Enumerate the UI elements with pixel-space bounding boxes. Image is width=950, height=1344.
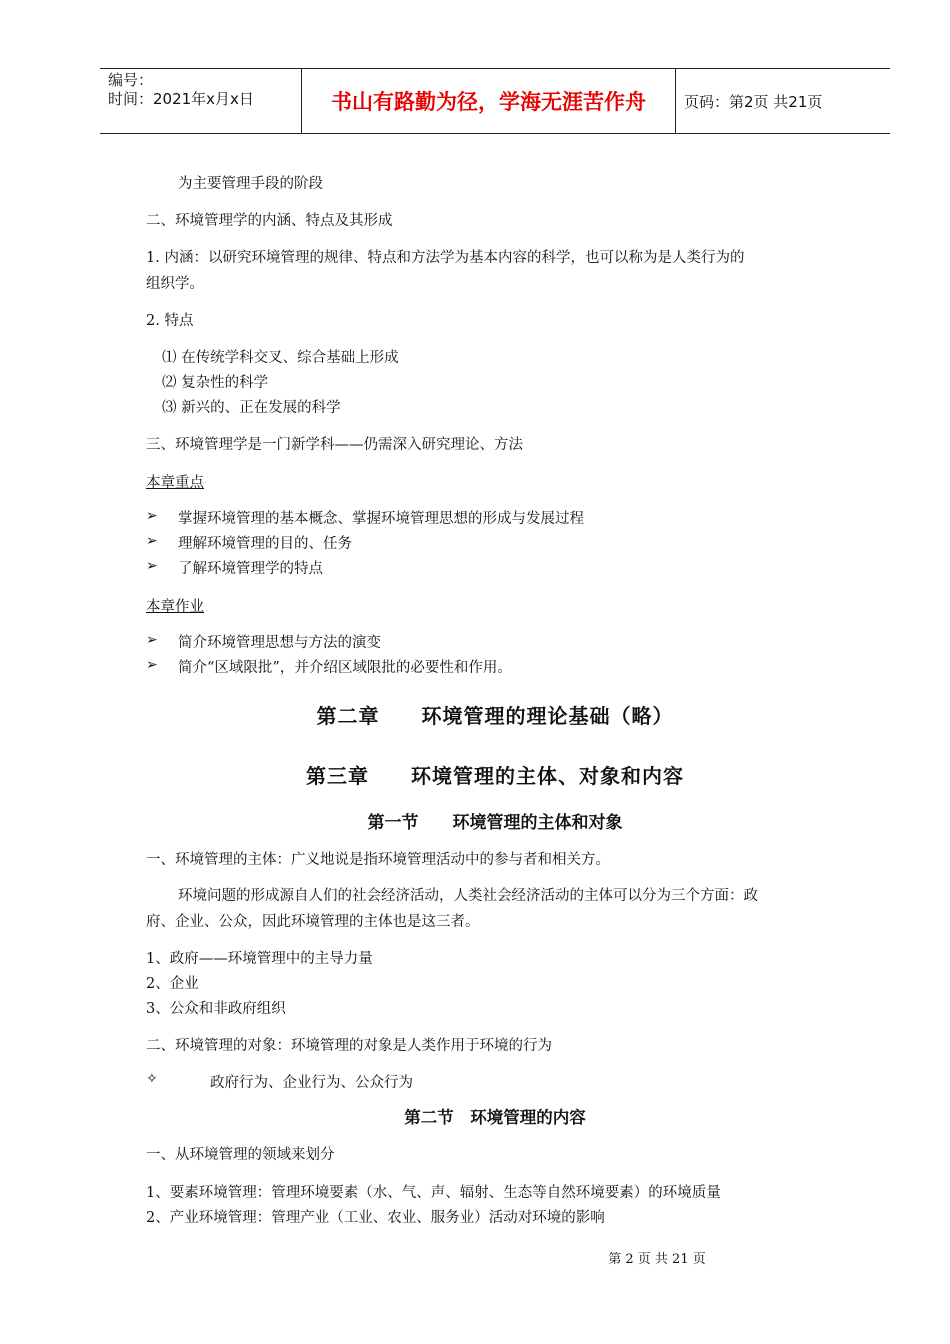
text-line: 环境问题的形成源自人们的社会经济活动，人类社会经济活动的主体可以分为三个方面：政: [178, 888, 758, 904]
text-line: 2. 特点: [146, 313, 194, 329]
header-page-info: 页码：第2页 共21页: [684, 92, 823, 111]
text-line: 1. 内涵：以研究环境管理的规律、特点和方法学为基本内容的科学，也可以称为是人类行为的: [146, 250, 745, 266]
list-item: 掌握环境管理的基本概念、掌握环境管理思想的形成与发展过程: [178, 511, 584, 527]
text-line: 为主要管理手段的阶段: [178, 176, 323, 192]
list-item: 理解环境管理的目的、任务: [178, 536, 352, 552]
focus-title: 本章重点: [146, 475, 204, 491]
list-item: 3、公众和非政府组织: [146, 1001, 286, 1017]
list-item: 简介“区域限批”，并介绍区域限批的必要性和作用。: [178, 660, 512, 676]
header-motto: 书山有路勤为径，学海无涯苦作舟: [302, 69, 676, 133]
list-item: 了解环境管理学的特点: [178, 561, 323, 577]
list-item: 2、企业: [146, 976, 199, 992]
time-label: 时间：2021年x月x日: [108, 90, 254, 108]
list-item: 政府行为、企业行为、公众行为: [210, 1075, 413, 1091]
list-item: 简介环境管理思想与方法的演变: [178, 635, 381, 651]
homework-title: 本章作业: [146, 599, 204, 615]
chapter-title: 第三章 环境管理的主体、对象和内容: [306, 764, 684, 788]
page-footer: 第 2 页 共 21 页: [608, 1252, 706, 1267]
diamond-bullet-icon: ✧: [146, 1071, 158, 1087]
arrow-bullet-icon: ➢: [146, 533, 158, 549]
section-title: 第二节 环境管理的内容: [404, 1108, 586, 1127]
arrow-bullet-icon: ➢: [146, 657, 158, 673]
header-meta: [100, 69, 302, 133]
page-header: [100, 68, 890, 134]
text-line: 一、从环境管理的领域来划分: [146, 1147, 335, 1163]
text-line: 府、企业、公众，因此环境管理的主体也是这三者。: [146, 914, 480, 930]
section-title: 第一节 环境管理的主体和对象: [367, 813, 623, 833]
chapter-title: 第二章 环境管理的理论基础（略）: [316, 704, 674, 728]
text-line: 组织学。: [146, 276, 204, 292]
list-item: 1、政府——环境管理中的主导力量: [146, 951, 373, 967]
section-heading: 三、环境管理学是一门新学科——仍需深入研究理论、方法: [146, 437, 523, 453]
list-item: ⑴ 在传统学科交叉、综合基础上形成: [162, 350, 399, 366]
list-item: 2、产业环境管理：管理产业（工业、农业、服务业）活动对环境的影响: [146, 1210, 605, 1226]
list-item: ⑶ 新兴的、正在发展的科学: [162, 400, 341, 416]
section-heading: 二、环境管理学的内涵、特点及其形成: [146, 213, 393, 229]
number-label: 编号：: [108, 71, 154, 89]
text-line: 二、环境管理的对象：环境管理的对象是人类作用于环境的行为: [146, 1038, 552, 1054]
text-line: 一、环境管理的主体：广义地说是指环境管理活动中的参与者和相关方。: [146, 852, 610, 868]
arrow-bullet-icon: ➢: [146, 508, 158, 524]
arrow-bullet-icon: ➢: [146, 558, 158, 574]
arrow-bullet-icon: ➢: [146, 632, 158, 648]
list-item: ⑵ 复杂性的科学: [162, 375, 269, 391]
list-item: 1、要素环境管理：管理环境要素（水、气、声、辐射、生态等自然环境要素）的环境质量: [146, 1185, 721, 1201]
